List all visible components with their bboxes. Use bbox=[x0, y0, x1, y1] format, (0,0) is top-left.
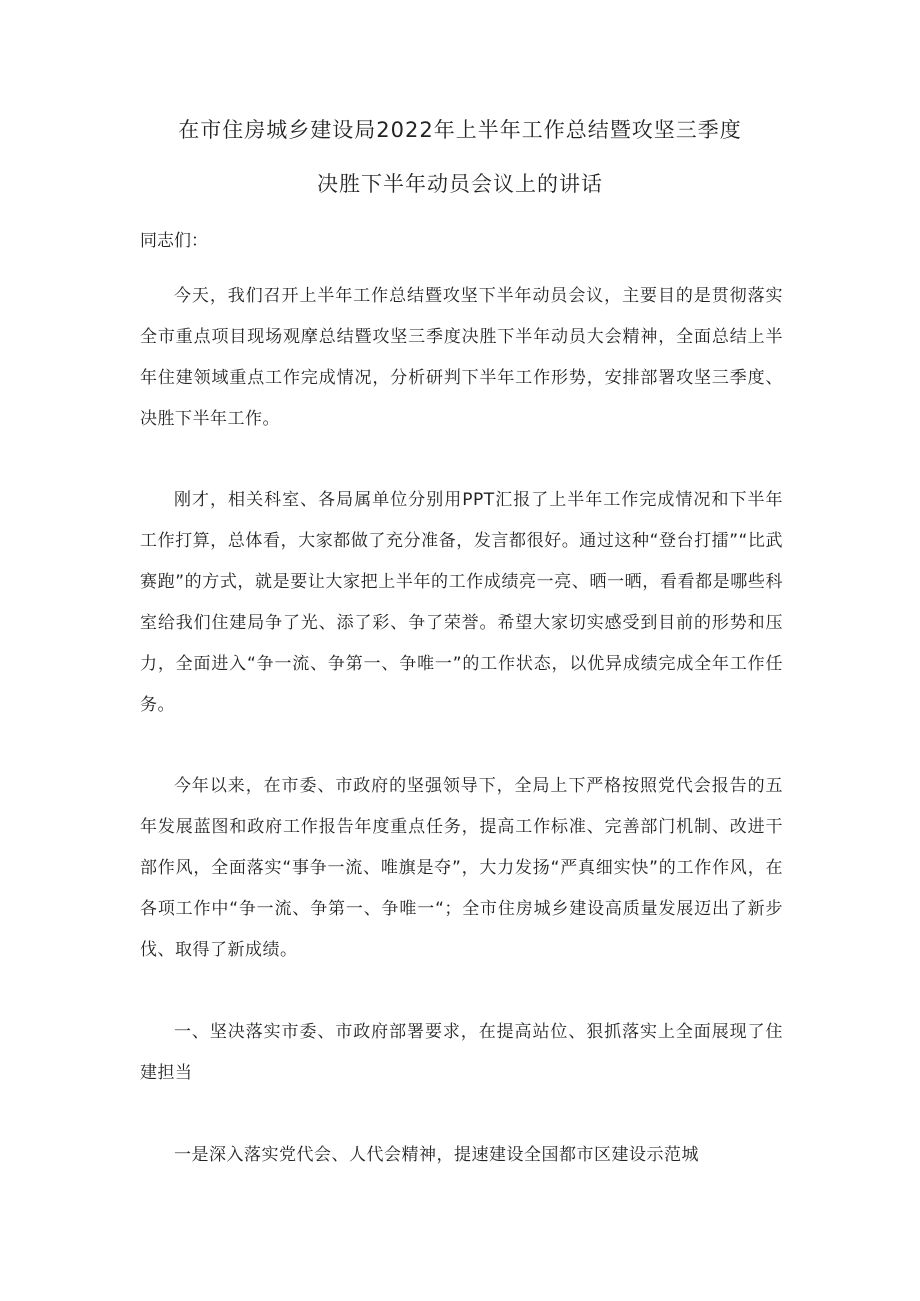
section-heading-1: 一、坚决落实市委、市政府部署要求，在提高站位、狠抓落实上全面展现了住建担当 bbox=[140, 1022, 783, 1083]
paragraph-2: 刚才，相关科室、各局属单位分别用PPT汇报了上半年工作完成情况和下半年工作打算，总体看，大家都做了充分准备，发言都很好。通过这种“登台打擂”“比武赛跑”的方式，就是要让大家把上半年的工作成绩亮一亮、晒一晒，看看都是哪些科室给我们住建局争了光、添了彩、争了荣誉。希望大家切实感受到目前的形势和压力，全面进入“争一流、争第一、争唯一”的工作状态，以优异成绩完成全年工作任务。 bbox=[140, 490, 783, 715]
paragraph-5: 一是深入落实党代会、人代会精神，提速建设全国都市区建设示范城 bbox=[174, 1145, 699, 1165]
salutation: 同志们： bbox=[140, 231, 208, 251]
document-title-line-2: 决胜下半年动员会议上的讲话 bbox=[317, 172, 603, 196]
paragraph-3: 今年以来，在市委、市政府的坚强领导下，全局上下严格按照党代会报告的五年发展蓝图和政府工作报告年度重点任务，提高工作标准、完善部门机制、改进干部作风，全面落实“事争一流、唯旗是夺”，大力发扬“严真细实快”的工作作风，在各项工作中“争一流、争第一、争唯一“；全市住房城乡建设高质量发展迈出了新步伐、取得了新成绩。 bbox=[140, 776, 783, 960]
document-title-line-1: 在市住房城乡建设局2022年上半年工作总结暨攻坚三季度 bbox=[178, 118, 742, 142]
paragraph-1: 今天，我们召开上半年工作总结暨攻坚下半年动员会议，主要目的是贯彻落实全市重点项目现场观摩总结暨攻坚三季度决胜下半年动员大会精神，全面总结上半年住建领域重点工作完成情况，分析研判下半年工作形势，安排部署攻坚三季度、决胜下半年工作。 bbox=[140, 286, 783, 429]
